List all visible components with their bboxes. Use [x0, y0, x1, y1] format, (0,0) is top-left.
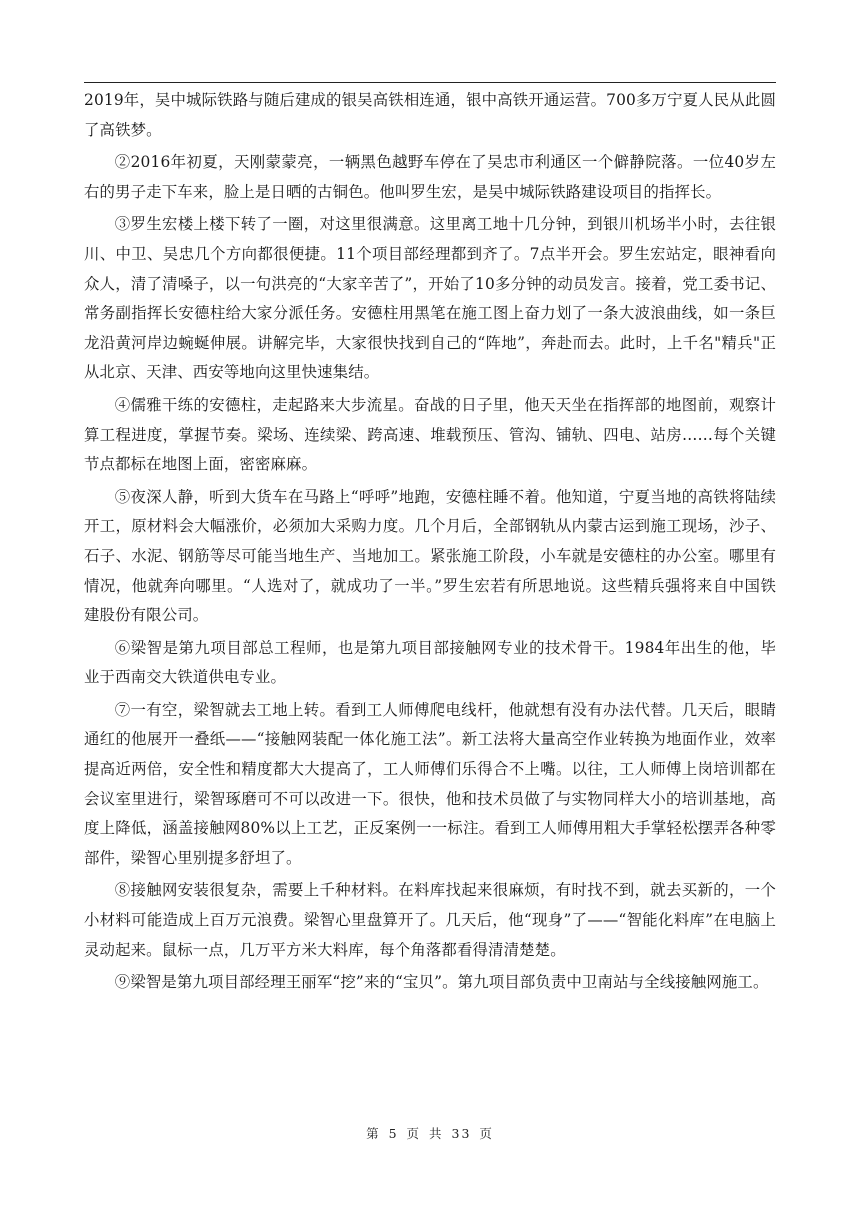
total-pages-number: 33 — [451, 1126, 472, 1141]
paragraph-5: ⑤夜深人静，听到大货车在马路上“呼呼”地跑，安德柱睡不着。他知道，宁夏当地的高铁将陆续开工，原材料会大幅涨价，必须加大采购力度。几个月后，全部钢轨从内蒙古运到施工现场，沙子、石子、水泥、钢筋等尽可能当地生产、当地加工。紧张施工阶段，小车就是安德柱的办公室。哪里有情况，他就奔向哪里。“人选对了，就成功了一半。”罗生宏若有所思地说。这些精兵强将来自中国铁建股份有限公司。 — [84, 487, 776, 625]
paragraph-6: ⑥梁智是第九项目部总工程师，也是第九项目部接触网专业的技术骨干。1984年出生的他，毕业于西南交大铁道供电专业。 — [84, 638, 776, 687]
page-footer — [0, 1124, 860, 1142]
footer-page-word: 页 — [406, 1126, 422, 1141]
paragraph-2: ②2016年初夏，天刚蒙蒙亮，一辆黑色越野车停在了吴忠市利通区一个僻静院落。一位40岁左右的男子走下车来，脸上是日晒的古铜色。他叫罗生宏，是吴中城际铁路建设项目的指挥长。 — [84, 153, 776, 201]
footer-total-word: 共 — [429, 1126, 444, 1141]
paragraph-9: ⑨梁智是第九项目部经理王丽军“挖”来的“宝贝”。第九项目部负责中卫南站与全线接触网施工。 — [114, 973, 769, 992]
paragraph-7: ⑦一有空，梁智就去工地上转。看到工人师傅爬电线杆，他就想有没有办法代替。几天后，眼睛通红的他展开一叠纸——“接触网装配一体化施工法”。新工法将大量高空作业转换为地面作业，效率提高近两倍，安全性和精度都大大提高了，工人师傅们乐得合不上嘴。以往，工人师傅上岗培训都在会议室里进行，梁智琢磨可不可以改进一下。很快，他和技术员做了与实物同样大小的培训基地，高度上降低，涵盖接触网80%以上工艺，正反案例一一标注。看到工人师傅用粗大手掌轻松摆弄各种零部件，梁智心里别提多舒坦了。 — [84, 700, 776, 867]
header-rule — [84, 82, 776, 83]
footer-prefix: 第 — [366, 1126, 381, 1141]
paragraph-8: ⑧接触网安装很复杂，需要上千种材料。在料库找起来很麻烦，有时找不到，就去买新的，一个小材料可能造成上百万元浪费。梁智心里盘算开了。几天后，他“现身”了——“智能化料库”在电脑上灵动起来。鼠标一点，几万平方米大料库，每个角落都看得清清楚楚。 — [84, 881, 776, 959]
paragraph-4: ④儒雅干练的安德柱，走起路来大步流星。奋战的日子里，他天天坐在指挥部的地图前，观察计算工程进度，掌握节奏。梁场、连续梁、跨高速、堆载预压、管沟、铺轨、四电、站房……每个关键节点都标在地图上面，密密麻麻。 — [84, 395, 776, 474]
current-page-number: 5 — [388, 1126, 399, 1141]
document-body — [84, 86, 776, 1001]
paragraph-3: ③罗生宏楼上楼下转了一圈，对这里很满意。这里离工地十几分钟，到银川机场半小时，去往银川、中卫、吴忠几个方向都很便捷。11个项目部经理都到齐了。7点半开会。罗生宏站定，眼神看向众人，清了清嗓子，以一句洪亮的“大家辛苦了”，开始了10多分钟的动员发言。接着，党工委书记、常务副指挥长安德柱给大家分派任务。安德柱用黑笔在施工图上奋力划了一条大波浪曲线，如一条巨龙沿黄河岸边蜿蜒伸展。讲解完毕，大家很快找到自己的“阵地”，奔赴而去。此时，上千名"精兵"正从北京、天津、西安等地向这里快速集结。 — [84, 215, 776, 382]
paragraph-continuation: 2019年，吴中城际铁路与随后建成的银吴高铁相连通，银中高铁开通运营。700多万宁夏人民从此圆了高铁梦。 — [84, 91, 776, 139]
footer-suffix: 页 — [479, 1126, 494, 1141]
